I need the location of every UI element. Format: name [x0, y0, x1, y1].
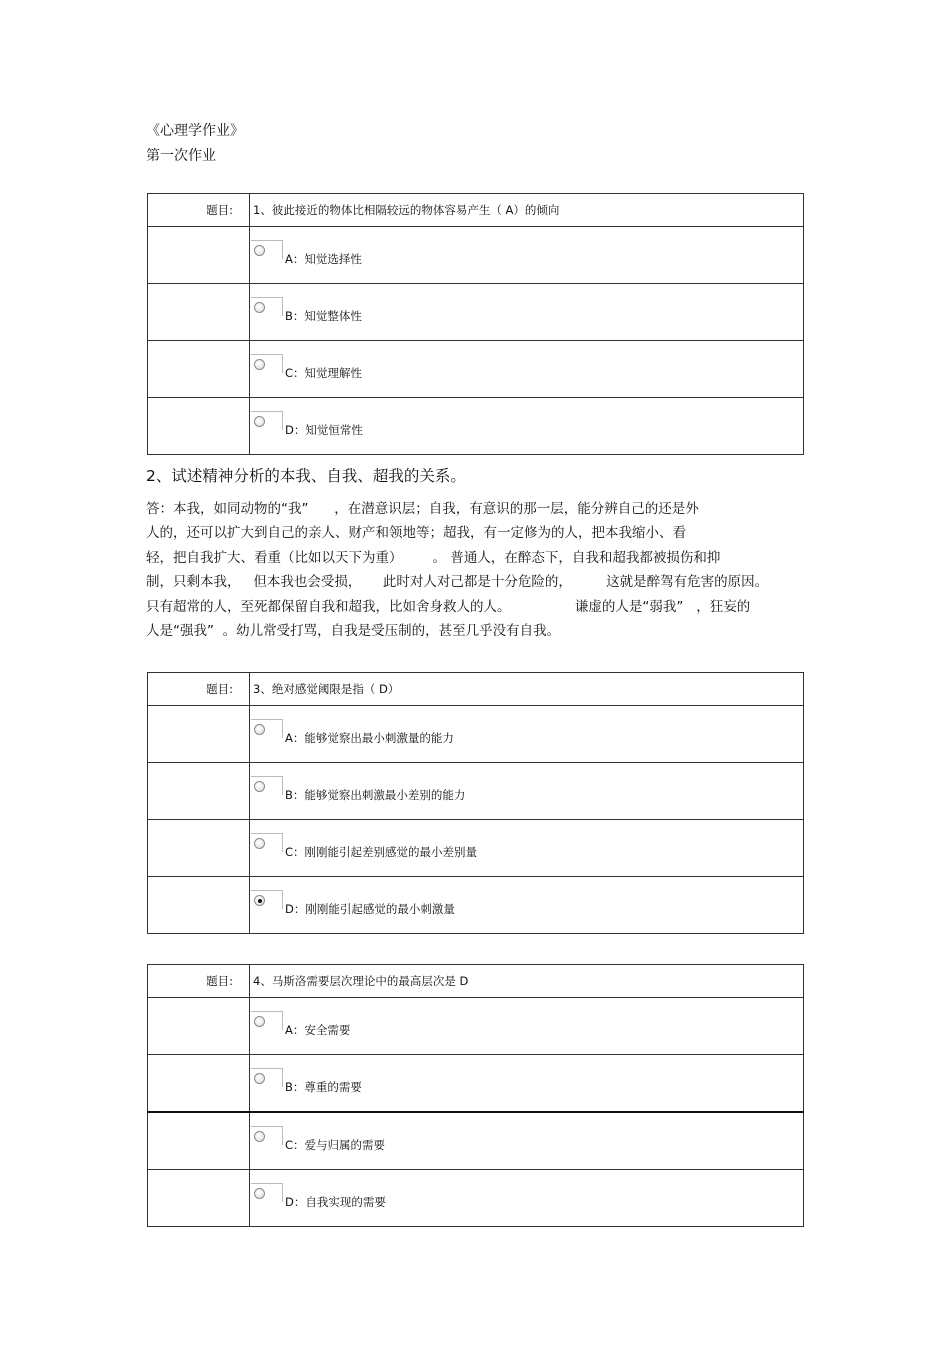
radio-icon[interactable] [254, 1073, 265, 1084]
radio-icon[interactable] [254, 781, 265, 792]
option-label: B：能够觉察出刺激最小差别的能力 [285, 788, 466, 802]
q4-option-a[interactable] [250, 998, 804, 1055]
q4-option-c[interactable] [250, 1112, 804, 1170]
option-label: C：爱与归属的需要 [285, 1138, 386, 1152]
question-3-text: 3、绝对感觉阈限是指（ D） [250, 673, 804, 706]
question-label: 题目: [148, 965, 250, 998]
question-3-table [147, 672, 804, 934]
document-title: 《心理学作业》 [146, 123, 244, 139]
answer-line: 轻，把自我扩大、看重（比如以天下为重） 。 普通人，在醉态下，自我和超我都被损伤和抑 [146, 549, 721, 566]
answer-line: 只有超常的人，至死都保留自我和超我，比如舍身救人的人。 谦虚的人是“弱我” ，狂妄的 [146, 598, 751, 615]
option-label: D：自我实现的需要 [285, 1195, 386, 1209]
option-label: C：刚刚能引起差别感觉的最小差别量 [285, 845, 478, 859]
q1-option-d[interactable] [250, 398, 804, 455]
question-2-answer [146, 497, 816, 643]
option-label: C：知觉理解性 [285, 366, 363, 380]
q3-option-c[interactable] [250, 820, 804, 877]
question-1-table [147, 193, 804, 455]
q3-option-a[interactable] [250, 706, 804, 763]
radio-icon[interactable] [254, 416, 265, 427]
option-label: B：知觉整体性 [285, 309, 362, 323]
answer-line: 人是“强我” 。幼儿常受打骂，自我是受压制的，甚至几乎没有自我。 [146, 622, 561, 639]
answer-line: 人的，还可以扩大到自己的亲人、财产和领地等；超我，有一定修为的人，把本我缩小、看 [146, 525, 686, 542]
document-subtitle: 第一次作业 [146, 148, 216, 164]
q4-option-b[interactable] [250, 1055, 804, 1113]
option-label: A：知觉选择性 [285, 252, 362, 266]
radio-icon[interactable] [254, 1131, 265, 1142]
radio-icon[interactable] [254, 838, 265, 849]
question-4-table [147, 964, 804, 1227]
radio-icon[interactable] [254, 1188, 265, 1199]
question-1-text: 1、彼此接近的物体比相隔较远的物体容易产生（ A）的倾向 [250, 194, 804, 227]
radio-checked-icon[interactable] [254, 895, 265, 906]
option-label: A：安全需要 [285, 1023, 351, 1037]
radio-icon[interactable] [254, 245, 265, 256]
question-4-text: 4、马斯洛需要层次理论中的最高层次是 D [250, 965, 804, 998]
option-label: A：能够觉察出最小刺激量的能力 [285, 731, 454, 745]
option-label: D：刚刚能引起感觉的最小刺激量 [285, 902, 455, 916]
option-label: D：知觉恒常性 [285, 423, 363, 437]
q3-option-b[interactable] [250, 763, 804, 820]
radio-icon[interactable] [254, 724, 265, 735]
answer-line: 答：本我，如同动物的“我” ，在潜意识层；自我，有意识的那一层，能分辨自己的还是外 [146, 501, 699, 517]
answer-line: 制，只剩本我， 但本我也会受损， 此时对人对己都是十分危险的， 这就是醉驾有危害的原因。 [146, 574, 769, 591]
q1-option-c[interactable] [250, 341, 804, 398]
radio-icon[interactable] [254, 359, 265, 370]
question-2-title: 2、试述精神分析的本我、自我、超我的关系。 [146, 467, 466, 485]
q1-option-b[interactable] [250, 284, 804, 341]
q3-option-d[interactable] [250, 877, 804, 934]
q1-option-a[interactable] [250, 227, 804, 284]
radio-icon[interactable] [254, 302, 265, 313]
radio-icon[interactable] [254, 1016, 265, 1027]
q4-option-d[interactable] [250, 1170, 804, 1227]
option-label: B：尊重的需要 [285, 1080, 362, 1094]
question-label: 题目: [148, 673, 250, 706]
question-label: 题目: [148, 194, 250, 227]
